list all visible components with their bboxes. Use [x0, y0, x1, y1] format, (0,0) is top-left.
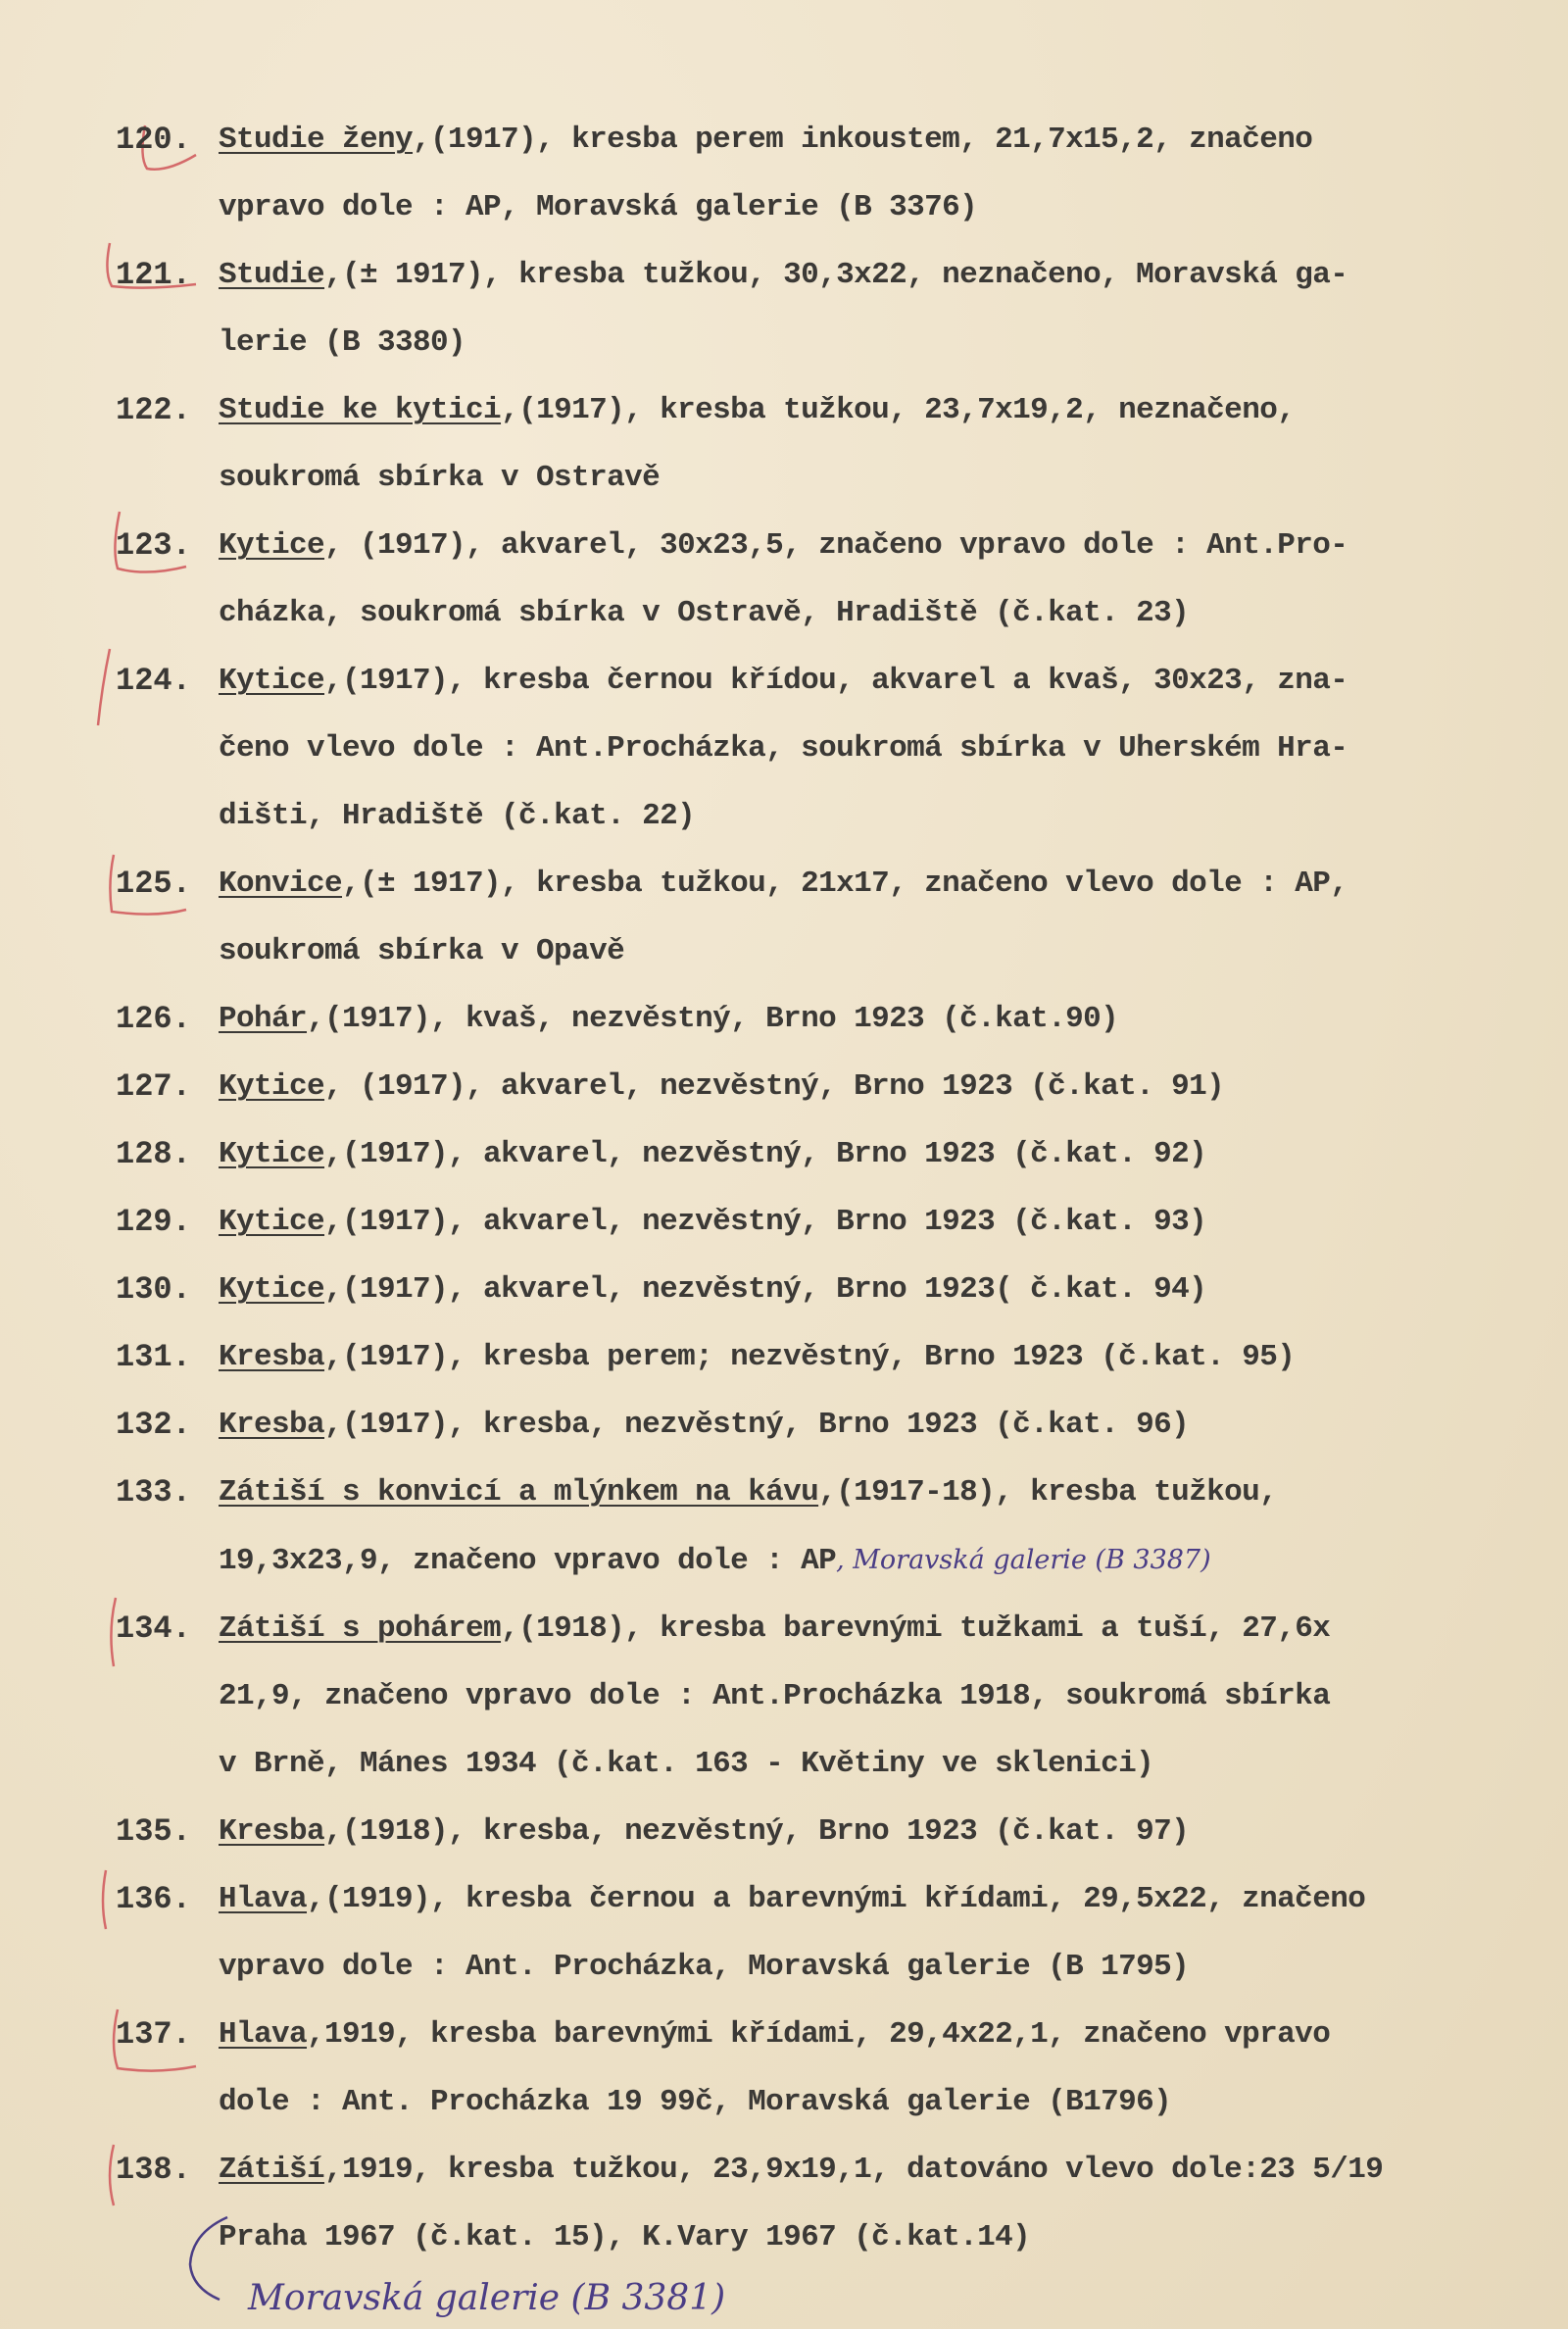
catalogue-entry [116, 1323, 1556, 1391]
catalogue-entry [116, 1798, 1556, 1865]
entry-line [219, 1120, 1556, 1188]
entry-number: 132. [116, 1407, 191, 1443]
entry-number: 137. [116, 2016, 191, 2053]
entry-number: 134. [116, 1610, 191, 1647]
entry-line [219, 106, 1556, 173]
entry-line: v Brně, Mánes 1934 (č.kat. 163 - Květiny ve sklenici) [219, 1747, 1154, 1781]
entry-details: ,(1918), kresba barevnými tužkami a tuší, 27,6x [501, 1611, 1331, 1646]
entry-details: ,(1917), kresba perem inkoustem, 21,7x15,2, značeno [413, 123, 1313, 157]
entry-line: vpravo dole : AP, Moravská galerie (B 3376) [219, 190, 978, 224]
entry-line [219, 1865, 1556, 1933]
entry-number: 136. [116, 1881, 191, 1917]
entry-line [219, 1526, 1556, 1595]
entry-line: dišti, Hradiště (č.kat. 22) [219, 799, 696, 833]
entry-number: 122. [116, 392, 191, 428]
catalogue-entry [116, 1256, 1556, 1323]
catalogue-entry [116, 2136, 1556, 2326]
entry-title: Zátiší s pohárem [219, 1611, 502, 1646]
margin-mark-136 [103, 1870, 106, 1929]
entry-title: Kytice [219, 664, 325, 698]
catalogue-entry [116, 1391, 1556, 1459]
entry-line: dole : Ant. Procházka 19 99č, Moravská galerie (B1796) [219, 2085, 1172, 2119]
entry-title: Kresba [219, 1408, 325, 1442]
entry-number: 127. [116, 1068, 191, 1105]
entry-line [219, 1459, 1556, 1526]
entry-line: 21,9, značeno vpravo dole : Ant.Procházka 1918, soukromá sbírka [219, 1679, 1331, 1713]
entry-title: Zátiší [219, 2153, 325, 2187]
entry-continuation: 19,3x23,9, značeno vpravo dole : AP [219, 1544, 837, 1578]
entry-title: Pohár [219, 1002, 308, 1036]
entry-number: 125. [116, 866, 191, 902]
entry-title: Studie ke kytici [219, 393, 502, 427]
entry-number: 135. [116, 1813, 191, 1850]
catalogue-entry [116, 1053, 1556, 1120]
entry-details: ,(± 1917), kresba tužkou, 30,3x22, neznačeno, Moravská ga- [324, 258, 1348, 292]
entry-line: vpravo dole : Ant. Procházka, Moravská galerie (B 1795) [219, 1950, 1190, 1984]
entry-title: Studie [219, 258, 325, 292]
entry-line [219, 1323, 1556, 1391]
catalogue-entry [116, 512, 1556, 647]
entry-line [219, 241, 1556, 309]
entry-number: 138. [116, 2152, 191, 2188]
entry-title: Hlava [219, 2017, 308, 2052]
entry-line: soukromá sbírka v Ostravě [219, 461, 661, 495]
entry-line [219, 2136, 1556, 2204]
entry-title: Kytice [219, 1069, 325, 1104]
catalogue-entry [116, 1459, 1556, 1595]
entry-details: ,(1917), akvarel, nezvěstný, Brno 1923( č.kat. 94) [324, 1272, 1207, 1307]
entry-line: soukromá sbírka v Opavě [219, 934, 625, 968]
catalogue-entry [116, 2001, 1556, 2136]
entry-line [219, 1391, 1556, 1459]
entry-title: Kytice [219, 528, 325, 563]
entry-line: lerie (B 3380) [219, 325, 466, 360]
entry-details: ,(1917-18), kresba tužkou, [818, 1475, 1278, 1510]
entry-line [219, 376, 1556, 444]
entry-details: ,(1917), akvarel, nezvěstný, Brno 1923 (č.kat. 92) [324, 1137, 1207, 1171]
handwritten-annotation: Moravská galerie (B 3381) [248, 2278, 726, 2318]
entry-number: 131. [116, 1339, 191, 1375]
entry-number: 123. [116, 527, 191, 564]
entry-line [219, 1256, 1556, 1323]
entry-details: ,(1917), kresba černou křídou, akvarel a kvaš, 30x23, zna- [324, 664, 1348, 698]
entry-details: ,(± 1917), kresba tužkou, 21x17, značeno vlevo dole : AP, [342, 867, 1348, 901]
margin-mark-124 [98, 649, 110, 725]
catalogue-list [116, 106, 1556, 2326]
entry-details: , (1917), akvarel, nezvěstný, Brno 1923 (č.kat. 91) [324, 1069, 1225, 1104]
entry-details: ,(1917), kvaš, nezvěstný, Brno 1923 (č.kat.90) [307, 1002, 1119, 1036]
entry-number: 133. [116, 1474, 191, 1511]
entry-line [219, 512, 1556, 579]
entry-details: ,(1917), akvarel, nezvěstný, Brno 1923 (č.kat. 93) [324, 1205, 1207, 1239]
handwritten-annotation: , Moravská galerie (B 3387) [836, 1545, 1211, 1575]
catalogue-entry [116, 376, 1556, 512]
entry-title: Hlava [219, 1882, 308, 1916]
entry-line [219, 985, 1556, 1053]
entry-title: Kresba [219, 1814, 325, 1849]
entry-details: ,(1917), kresba tužkou, 23,7x19,2, neznačeno, [501, 393, 1296, 427]
catalogue-entry [116, 850, 1556, 985]
catalogue-entry [116, 985, 1556, 1053]
entry-number: 121. [116, 257, 191, 293]
entry-number: 130. [116, 1271, 191, 1308]
entry-details: ,1919, kresba barevnými křídami, 29,4x22,1, značeno vpravo [307, 2017, 1331, 2052]
entry-number: 120. [116, 122, 191, 158]
entry-line [219, 1188, 1556, 1256]
entry-title: Konvice [219, 867, 343, 901]
margin-mark-138 [110, 2145, 114, 2205]
entry-details: ,(1917), kresba, nezvěstný, Brno 1923 (č.kat. 96) [324, 1408, 1190, 1442]
entry-details: ,1919, kresba tužkou, 23,9x19,1, datováno vlevo dole:23 5/19 [324, 2153, 1384, 2187]
entry-line [219, 2001, 1556, 2068]
entry-line: cházka, soukromá sbírka v Ostravě, Hradiště (č.kat. 23) [219, 596, 1190, 630]
catalogue-entry [116, 1188, 1556, 1256]
entry-details: ,(1917), kresba perem; nezvěstný, Brno 1923 (č.kat. 95) [324, 1340, 1296, 1374]
entry-details: ,(1919), kresba černou a barevnými křídami, 29,5x22, značeno [307, 1882, 1366, 1916]
entry-details: ,(1918), kresba, nezvěstný, Brno 1923 (č.kat. 97) [324, 1814, 1190, 1849]
entry-line: Praha 1967 (č.kat. 15), K.Vary 1967 (č.kat.14) [219, 2220, 1031, 2255]
entry-line [219, 1798, 1556, 1865]
entry-number: 124. [116, 663, 191, 699]
entry-line: čeno vlevo dole : Ant.Procházka, soukromá sbírka v Uherském Hra- [219, 731, 1348, 766]
entry-title: Zátiší s konvicí a mlýnkem na kávu [219, 1475, 819, 1510]
catalogue-entry [116, 1595, 1556, 1798]
entry-line [219, 850, 1556, 917]
entry-number: 129. [116, 1204, 191, 1240]
catalogue-entry [116, 241, 1556, 376]
catalogue-entry [116, 1120, 1556, 1188]
entry-title: Kresba [219, 1340, 325, 1374]
catalogue-entry [116, 106, 1556, 241]
entry-title: Studie ženy [219, 123, 414, 157]
entry-line [219, 647, 1556, 715]
catalogue-entry [116, 647, 1556, 850]
entry-line [219, 1595, 1556, 1662]
entry-title: Kytice [219, 1272, 325, 1307]
entry-number: 128. [116, 1136, 191, 1172]
catalogue-entry [116, 1865, 1556, 2001]
entry-title: Kytice [219, 1137, 325, 1171]
entry-line [219, 1053, 1556, 1120]
entry-details: , (1917), akvarel, 30x23,5, značeno vpravo dole : Ant.Pro- [324, 528, 1348, 563]
entry-title: Kytice [219, 1205, 325, 1239]
entry-number: 126. [116, 1001, 191, 1037]
